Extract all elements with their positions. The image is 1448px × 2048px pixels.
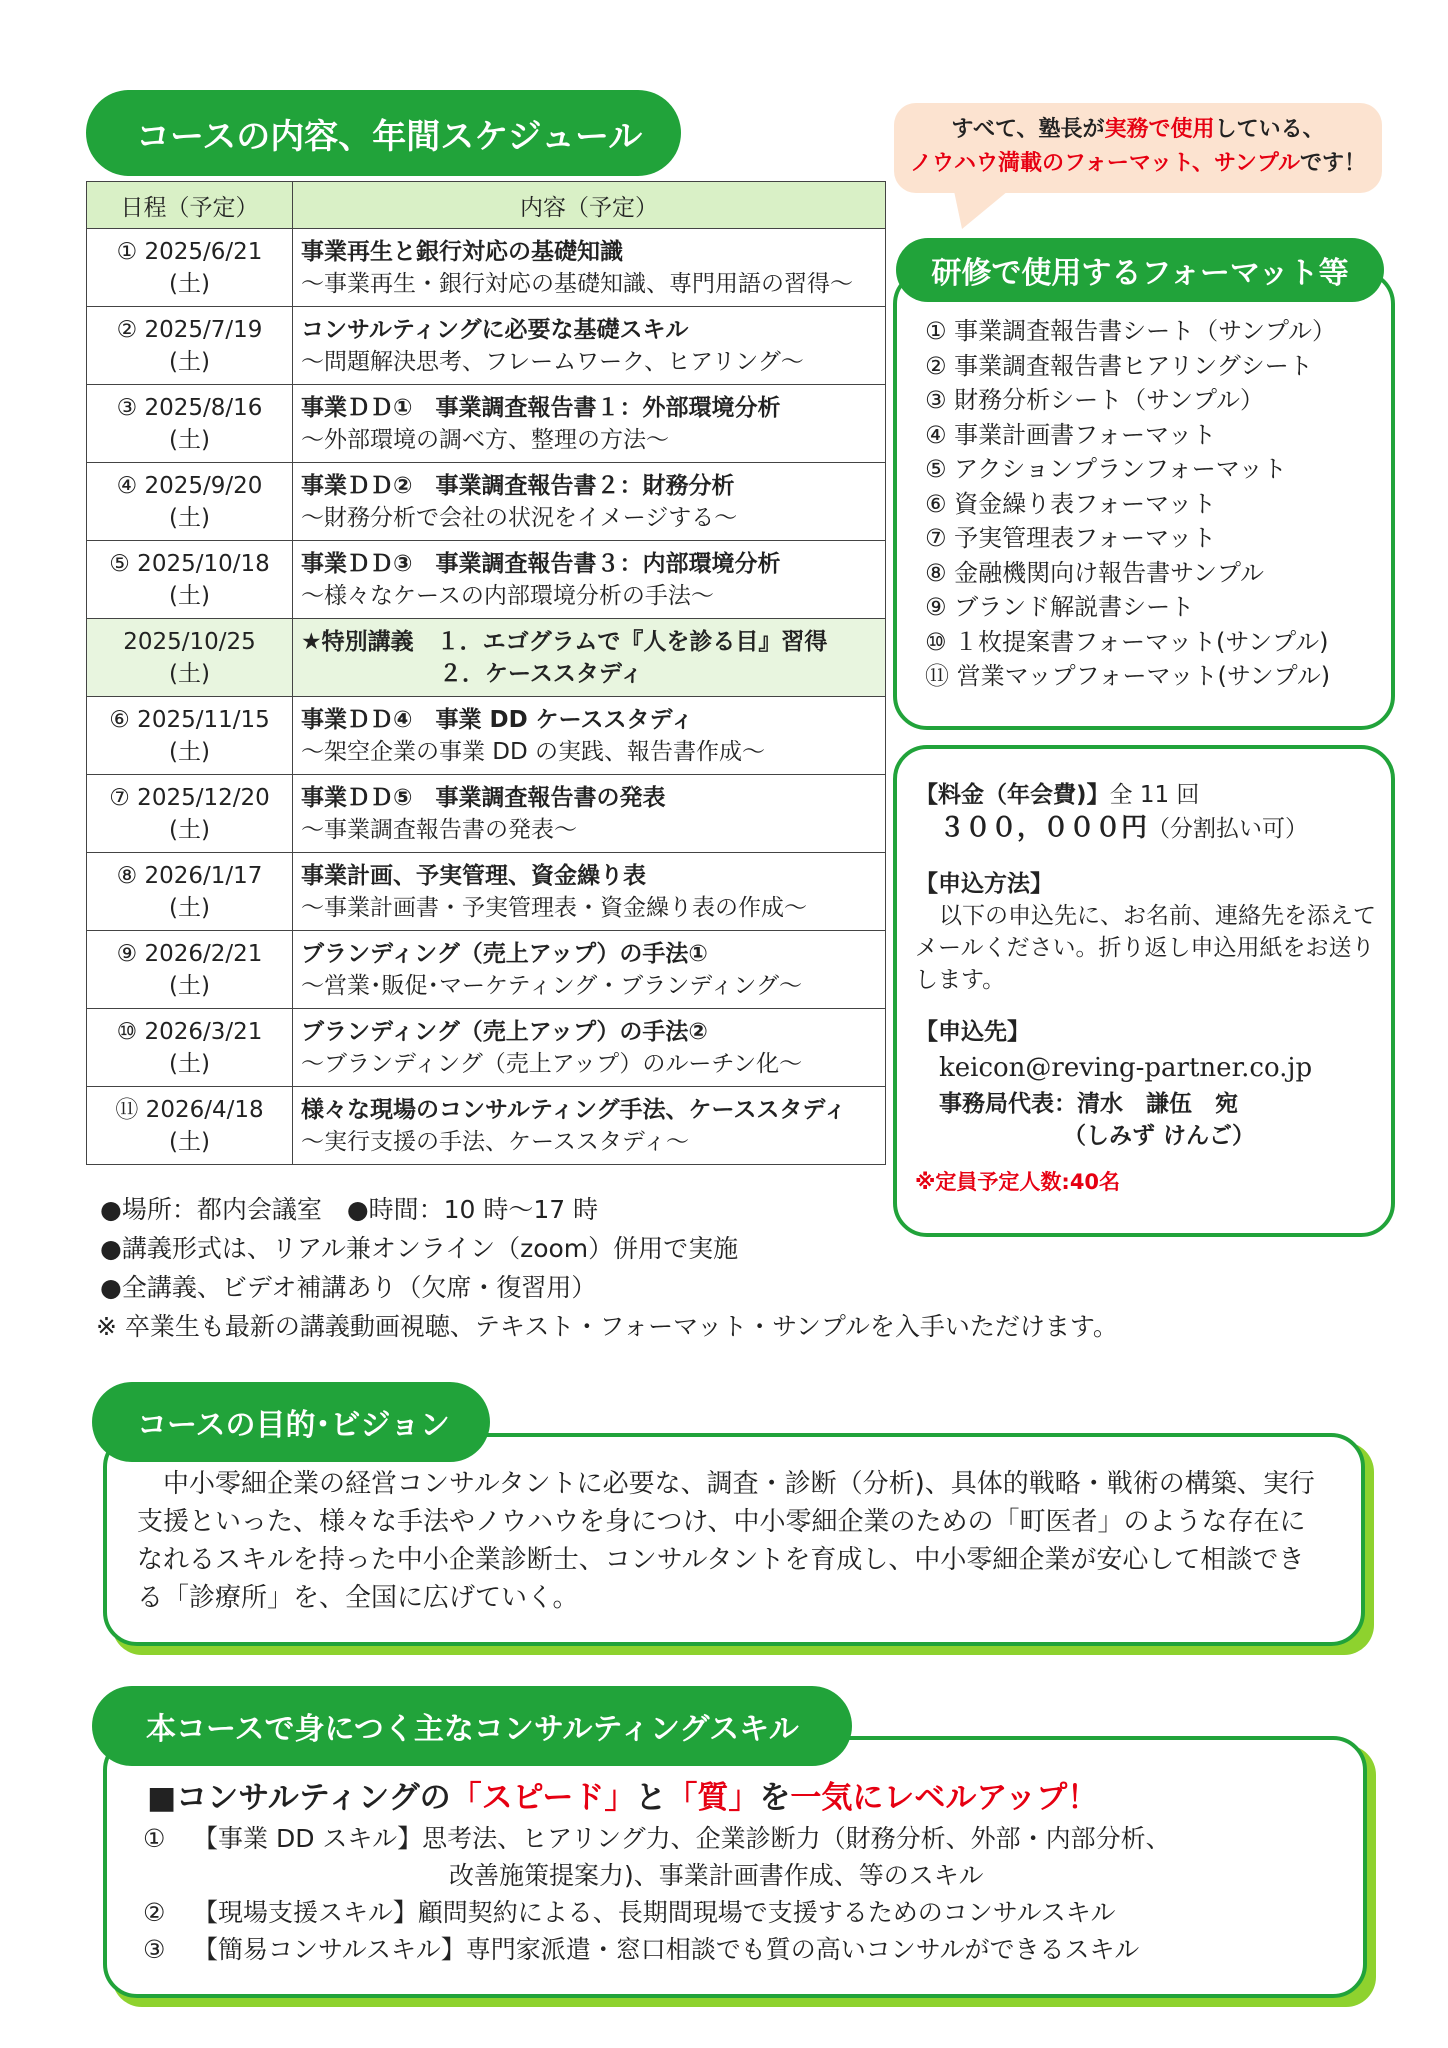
row-title: 事業計画、予実管理、資金繰り表 — [301, 862, 646, 889]
row-title: 事業ＤＤ② 事業調査報告書２：財務分析 — [301, 472, 735, 499]
list-item: ⑪ 営業マップフォーマット(サンプル) — [925, 662, 1331, 690]
row-title: 事業再生と銀行対応の基礎知識 — [301, 238, 623, 265]
table-row — [87, 229, 886, 307]
row-date: ⑪ 2026/4/18 — [115, 1096, 264, 1123]
row-title: 事業ＤＤ③ 事業調査報告書３：内部環境分析 — [301, 550, 781, 577]
row-sub: 〜事業再生・銀行対応の基礎知識、専門用語の習得〜 — [301, 270, 853, 297]
list-item: ② 【現場支援スキル】顧問契約による、長期間現場で支援するためのコンサルスキル — [143, 1898, 1116, 1927]
list-item: 改善施策提案力)、事業計画書作成、等のスキル — [449, 1861, 984, 1890]
row-day: (土) — [169, 816, 210, 843]
row-day: (土) — [169, 1050, 210, 1077]
list-item: ③ 財務分析シート（サンプル） — [925, 386, 1264, 414]
table-row — [87, 931, 886, 1009]
vision-box — [103, 1433, 1365, 1646]
list-item: ⑨ ブランド解説書シート — [925, 593, 1195, 621]
row-date: ⑧ 2026/1/17 — [116, 862, 263, 889]
apply-text: 以下の申込先に、お名前、連絡先を添えてメールください。折り返し申込用紙をお送りします。 — [915, 903, 1376, 993]
note-graduates: ※ 卒業生も最新の講義動画視聴、テキスト・フォーマット・サンプルを入手いただけます。 — [96, 1312, 1118, 1341]
row-sub: 〜営業･販促･マーケティング・ブランディング〜 — [301, 972, 802, 999]
row-day: (土) — [169, 504, 210, 531]
table-row — [87, 541, 886, 619]
capacity-note: ※定員予定人数:40名 — [915, 1170, 1121, 1194]
fee-label: 【料金（年会費)】 — [915, 782, 1110, 808]
contact-name: 事務局代表：清水 謙伍 宛 — [939, 1091, 1238, 1117]
list-item: ② 事業調査報告書ヒアリングシート — [925, 351, 1313, 380]
row-sub: ２．ケーススタディ — [301, 660, 644, 687]
bubble-tail — [954, 191, 1008, 229]
skills-box — [103, 1736, 1367, 1998]
schedule-heading: コースの内容、年間スケジュール — [86, 90, 681, 176]
row-sub: 〜事業計画書・予実管理表・資金繰り表の作成〜 — [301, 894, 807, 921]
table-row — [87, 385, 886, 463]
list-item: ⑤ アクションプランフォーマット — [925, 455, 1287, 483]
table-row — [87, 775, 886, 853]
row-date: ⑤ 2025/10/18 — [109, 550, 270, 577]
row-title: ブランディング（売上アップ）の手法① — [301, 940, 708, 967]
note-video: ●全講義、ビデオ補講あり（欠席・復習用） — [100, 1273, 597, 1302]
bubble-line-2: ノウハウ満載のフォーマット、サンプルです！ — [909, 151, 1367, 176]
vision-text: 中小零細企業の経営コンサルタントに必要な、調査・診断（分析)、具体的戦略・戦術の構築、実行支援といった、様々な手法やノウハウを身につけ、中小零細企業のための「町医者」のような存在になれるスキルを持った中小企業診断士、コンサルタントを育成し、中小零細企業が安心して相談できる「診療所」を、全国に広げていく。 — [137, 1469, 1315, 1613]
row-sub: 〜外部環境の調べ方、整理の方法〜 — [301, 426, 669, 453]
schedule-header-row — [87, 182, 886, 229]
list-item: ⑩ １枚提案書フォーマット(サンプル) — [925, 627, 1329, 656]
vision-heading: コースの目的･ビジョン — [92, 1382, 490, 1462]
fee-installment: （分割払い可） — [1147, 816, 1309, 842]
row-day: (土) — [169, 972, 210, 999]
row-day: (土) — [169, 738, 210, 765]
row-day: (土) — [169, 426, 210, 453]
apply-label: 【申込方法】 — [915, 871, 1053, 897]
list-item: ⑧ 金融機関向け報告書サンプル — [925, 558, 1264, 587]
table-row — [87, 1087, 886, 1165]
row-title: コンサルティングに必要な基礎スキル — [301, 316, 689, 343]
row-date: ① 2025/6/21 — [116, 238, 263, 265]
row-day: (土) — [169, 348, 210, 375]
row-sub: 〜ブランディング（売上アップ）のルーチン化〜 — [301, 1050, 803, 1077]
row-sub: 〜様々なケースの内部環境分析の手法〜 — [301, 582, 714, 609]
contact-reading: （しみず けんご） — [1063, 1123, 1256, 1149]
table-row-special — [87, 619, 886, 697]
fee-amount: ３００，０００円 — [939, 813, 1148, 843]
row-sub: 〜実行支援の手法、ケーススタディ〜 — [301, 1128, 690, 1155]
row-date: ③ 2025/8/16 — [116, 394, 263, 421]
col-date-header: 日程（予定） — [87, 182, 293, 229]
note-place-time: ●場所：都内会議室 ●時間：10 時〜17 時 — [100, 1195, 599, 1224]
bubble-line-1: すべて、塾長が実務で使用している、 — [951, 117, 1325, 142]
skills-list — [143, 1820, 1353, 1968]
dest-label: 【申込先】 — [915, 1019, 1030, 1045]
formats-heading: 研修で使用するフォーマット等 — [896, 238, 1384, 302]
table-row — [87, 463, 886, 541]
skills-lead: ■コンサルティングの「スピード」と「質」を一気にレベルアップ！ — [147, 1780, 1099, 1816]
callout-bubble — [894, 103, 1382, 193]
row-title: 事業ＤＤ① 事業調査報告書１：外部環境分析 — [301, 394, 781, 421]
row-title: 事業ＤＤ④ 事業 DD ケーススタディ — [301, 706, 694, 733]
row-date: ② 2025/7/19 — [116, 316, 263, 343]
list-item: ⑥ 資金繰り表フォーマット — [925, 489, 1216, 518]
row-date: ④ 2025/9/20 — [116, 472, 263, 499]
list-item: ④ 事業計画書フォーマット — [925, 420, 1216, 449]
schedule-table — [86, 181, 886, 1165]
row-day: (土) — [169, 1128, 210, 1155]
list-item: ① 【事業 DD スキル】思考法、ヒアリング力、企業診断力（財務分析、外部・内部分析、 — [143, 1824, 1171, 1853]
list-item: ① 事業調査報告書シート（サンプル） — [925, 317, 1336, 345]
row-title: 様々な現場のコンサルティング手法、ケーススタディ — [301, 1096, 847, 1123]
row-sub: 〜問題解決思考、フレームワーク、ヒアリング〜 — [301, 348, 804, 375]
list-item: ③ 【簡易コンサルスキル】専門家派遣・窓口相談でも質の高いコンサルができるスキル — [143, 1935, 1140, 1964]
formats-box — [893, 270, 1395, 730]
row-date: ⑨ 2026/2/21 — [116, 940, 263, 967]
table-row — [87, 1009, 886, 1087]
formats-list — [925, 314, 1336, 694]
fee-box — [893, 745, 1395, 1237]
table-row — [87, 853, 886, 931]
fee-count: 全 11 回 — [1109, 782, 1200, 808]
row-sub: 〜財務分析で会社の状況をイメージする〜 — [301, 504, 738, 531]
row-date: ⑩ 2026/3/21 — [116, 1018, 263, 1045]
row-day: (土) — [169, 660, 210, 687]
note-format: ●講義形式は、リアル兼オンライン（zoom）併用で実施 — [100, 1234, 739, 1263]
email-link[interactable]: keicon@reving-partner.co.jp — [939, 1053, 1313, 1083]
row-date: 2025/10/25 — [123, 628, 256, 655]
table-row — [87, 307, 886, 385]
row-title: 事業ＤＤ⑤ 事業調査報告書の発表 — [301, 784, 666, 811]
row-day: (土) — [169, 270, 210, 297]
col-content-header: 内容（予定） — [293, 182, 886, 229]
row-date: ⑦ 2025/12/20 — [109, 784, 270, 811]
skills-heading: 本コースで身につく主なコンサルティングスキル — [92, 1686, 852, 1766]
row-sub: 〜架空企業の事業 DD の実践、報告書作成〜 — [301, 738, 766, 765]
row-sub: 〜事業調査報告書の発表〜 — [301, 816, 577, 843]
row-day: (土) — [169, 894, 210, 921]
row-title: ★特別講義 １．エゴグラムで『人を診る目』習得 — [301, 628, 828, 655]
row-day: (土) — [169, 582, 210, 609]
notes — [96, 1190, 1118, 1346]
row-date: ⑥ 2025/11/15 — [109, 706, 270, 733]
list-item: ⑦ 予実管理表フォーマット — [925, 524, 1216, 552]
table-row — [87, 697, 886, 775]
row-title: ブランディング（売上アップ）の手法② — [301, 1018, 708, 1045]
